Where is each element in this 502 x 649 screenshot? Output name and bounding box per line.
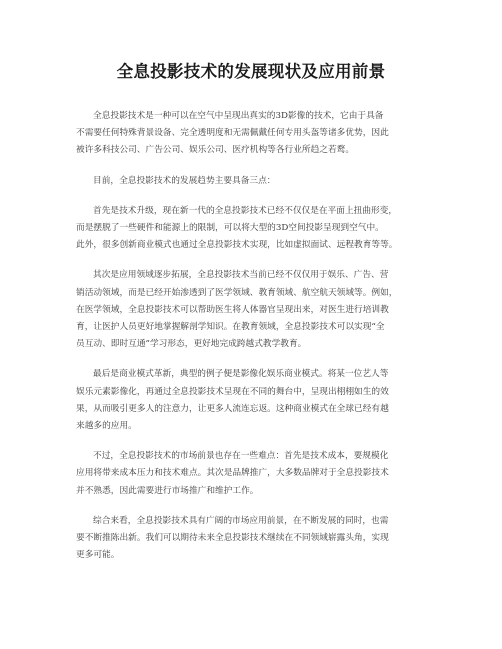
document-body: [76, 108, 426, 564]
paragraph-application-fields: [76, 267, 426, 353]
paragraph-line: 此外，很多创新商业模式也通过全息投影技术实现，比如虚拟面试、远程教育等等。: [76, 240, 398, 251]
paragraph-line: 被许多科技公司、广告公司、娱乐公司、医疗机构等各行业所趋之若鹜。: [76, 145, 354, 156]
paragraph-line: 并不熟悉，因此需要进行市场推广和维护工作。: [76, 485, 259, 496]
paragraph-line: 娱乐元素影像化，再通过全息投影技术呈现在不同的舞台中，呈现出栩栩如生的效: [76, 386, 389, 397]
paragraph-tech-upgrade: [76, 203, 426, 255]
paragraph-business-model: [76, 366, 426, 435]
paragraph-line: 来越多的应用。: [76, 421, 137, 432]
paragraph-difficulties: [76, 448, 426, 500]
paragraph-line: 目前，全息投影技术的发展趋势主要具备三点：: [93, 175, 276, 186]
paragraph-line: 首先是技术升级，现在新一代的全息投影技术已经不仅仅是在平面上扭曲形变，: [93, 205, 398, 216]
paragraph-line: 更多可能。: [76, 550, 120, 561]
paragraph-conclusion: [76, 513, 426, 565]
paragraph-intro: [76, 108, 426, 160]
paragraph-line: 不需要任何特殊背景设备、完全透明度和无需佩戴任何专用头盔等诸多优势，因此: [76, 128, 389, 139]
paragraph-line: 要不断推陈出新。我们可以期待未来全息投影技术继续在不同领域崭露头角，实现: [76, 533, 389, 544]
paragraph-line: 在医学领域，全息投影技术可以帮助医生将人体器官呈现出来，对医生进行培训教: [76, 304, 389, 315]
paragraph-line: 综合来看，全息投影技术具有广阔的市场应用前景，在不断发展的同时，也需: [93, 515, 389, 526]
paragraph-trends-lead: [76, 173, 426, 190]
paragraph-line: 而是摆脱了一些硬件和能源上的限制，可以将大型的3D空间投影呈现到空气中。: [76, 223, 384, 234]
paragraph-line: 销活动领域，而是已经开始渗透到了医学领域、教育领域、航空航天领域等。例如，: [76, 287, 398, 298]
paragraph-line: 应用将带来成本压力和技术难点。其次是品牌推广，大多数品牌对于全息投影技术: [76, 468, 389, 479]
paragraph-line: 果，从而吸引更多人的注意力，让更多人流连忘返。这种商业模式在全球已经有越: [76, 403, 389, 414]
paragraph-line: 其次是应用领域逐步拓展，全息投影技术当前已经不仅仅用于娱乐、广告、营: [93, 270, 389, 281]
paragraph-line: 不过，全息投影技术的市场前景也存在一些难点：首先是技术成本，要规模化: [93, 451, 389, 462]
paragraph-line: 育，让医护人员更好地掌握解剖学知识。在教育领域，全息投影技术可以实现“全: [76, 322, 385, 333]
paragraph-line: 员互动、即时互通”学习形态，更好地完成跨越式教学教育。: [76, 339, 307, 350]
paragraph-line: 最后是商业模式革新，典型的例子便是影像化娱乐商业模式。将某一位艺人等: [93, 369, 389, 380]
document-title: 全息投影技术的发展现状及应用前景: [116, 62, 386, 81]
paragraph-line: 全息投影技术是一种可以在空气中呈现出真实的3D影像的技术，它由于具备: [93, 111, 384, 121]
